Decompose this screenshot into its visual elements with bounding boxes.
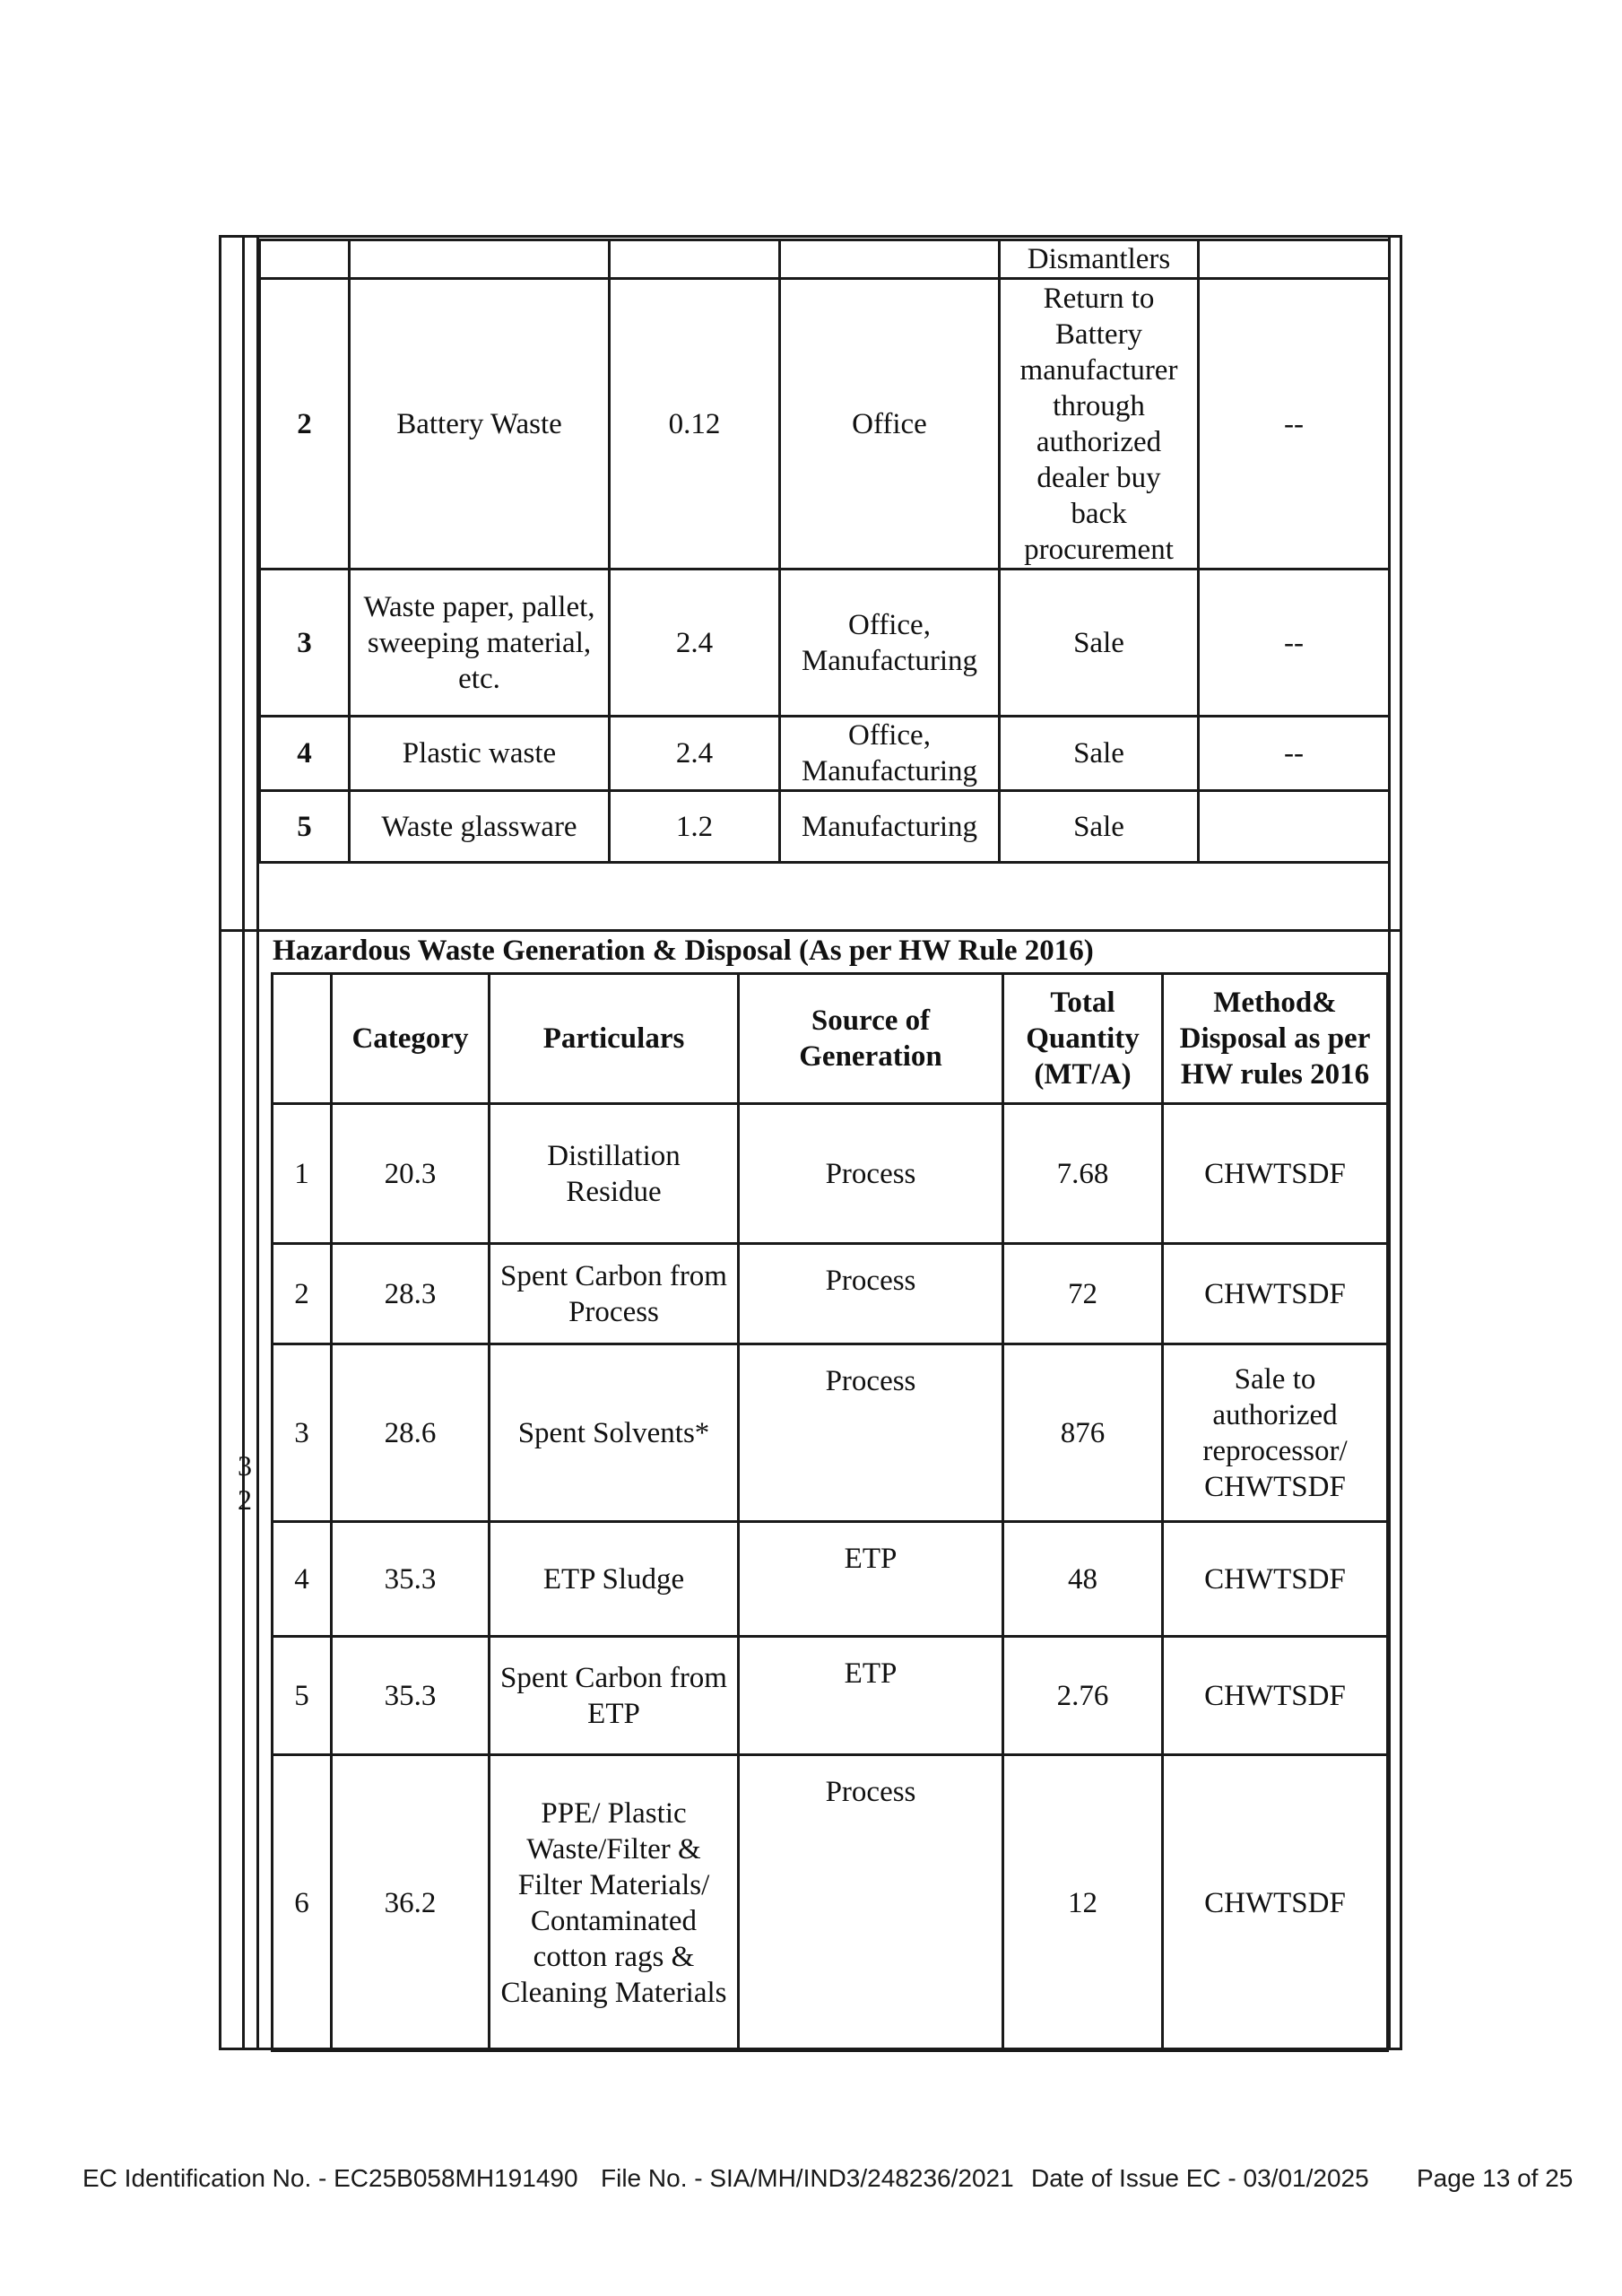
ec-identification: EC Identification No. - EC25B058MH191490 (82, 2164, 578, 2192)
table-row: 2 28.3 Spent Carbon from Process Process 72 CHWTSDF (273, 1244, 1388, 1344)
source-header: Source of Generation (739, 974, 1003, 1104)
table-row: 1 20.3 Distillation Residue Process 7.68 CHWTSDF (273, 1104, 1388, 1244)
file-number: File No. - SIA/MH/IND3/248236/2021 (601, 2164, 1014, 2192)
table-row: 6 36.2 PPE/ Plastic Waste/Filter & Filter Materials/ Contaminated cotton rags & Cleaning Materials Process 12 CHWTSDF (273, 1755, 1388, 2051)
hazardous-waste-table (271, 972, 1389, 2052)
quantity-header: Total Quantity (MT/A) (1003, 974, 1163, 1104)
table-row: 3 28.6 Spent Solvents* Process 876 Sale to authorized reprocessor/ CHWTSDF (273, 1344, 1388, 1522)
column-divider (242, 235, 245, 2050)
table-row: 4 Plastic waste 2.4 Office, Manufacturing Sale -- (260, 717, 1390, 791)
category-header: Category (332, 974, 490, 1104)
table-row: Dismantlers (260, 240, 1390, 279)
table-row: 4 35.3 ETP Sludge ETP 48 CHWTSDF (273, 1522, 1388, 1637)
section-divider (219, 929, 1402, 932)
table-header-row (273, 974, 1388, 1104)
non-hazardous-waste-table (258, 239, 1391, 864)
section-number: 3 2 (238, 1449, 252, 1516)
table-row: 3 Waste paper, pallet, sweeping material, etc. 2.4 Office, Manufacturing Sale -- (260, 570, 1390, 717)
method-header: Method& Disposal as per HW rules 2016 (1163, 974, 1388, 1104)
table-row: 5 35.3 Spent Carbon from ETP ETP 2.76 CHWTSDF (273, 1637, 1388, 1755)
hazardous-waste-title: Hazardous Waste Generation & Disposal (As per HW Rule 2016) (273, 935, 1094, 967)
date-of-issue: Date of Issue EC - 03/01/2025 (1031, 2164, 1369, 2192)
table-row: 5 Waste glassware 1.2 Manufacturing Sale (260, 791, 1390, 863)
page-number: Page 13 of 25 (1417, 2164, 1574, 2192)
table-row: 2 Battery Waste 0.12 Office Return to Battery manufacturer through authorized dealer buy back procurement -- (260, 279, 1390, 570)
particulars-header: Particulars (490, 974, 739, 1104)
